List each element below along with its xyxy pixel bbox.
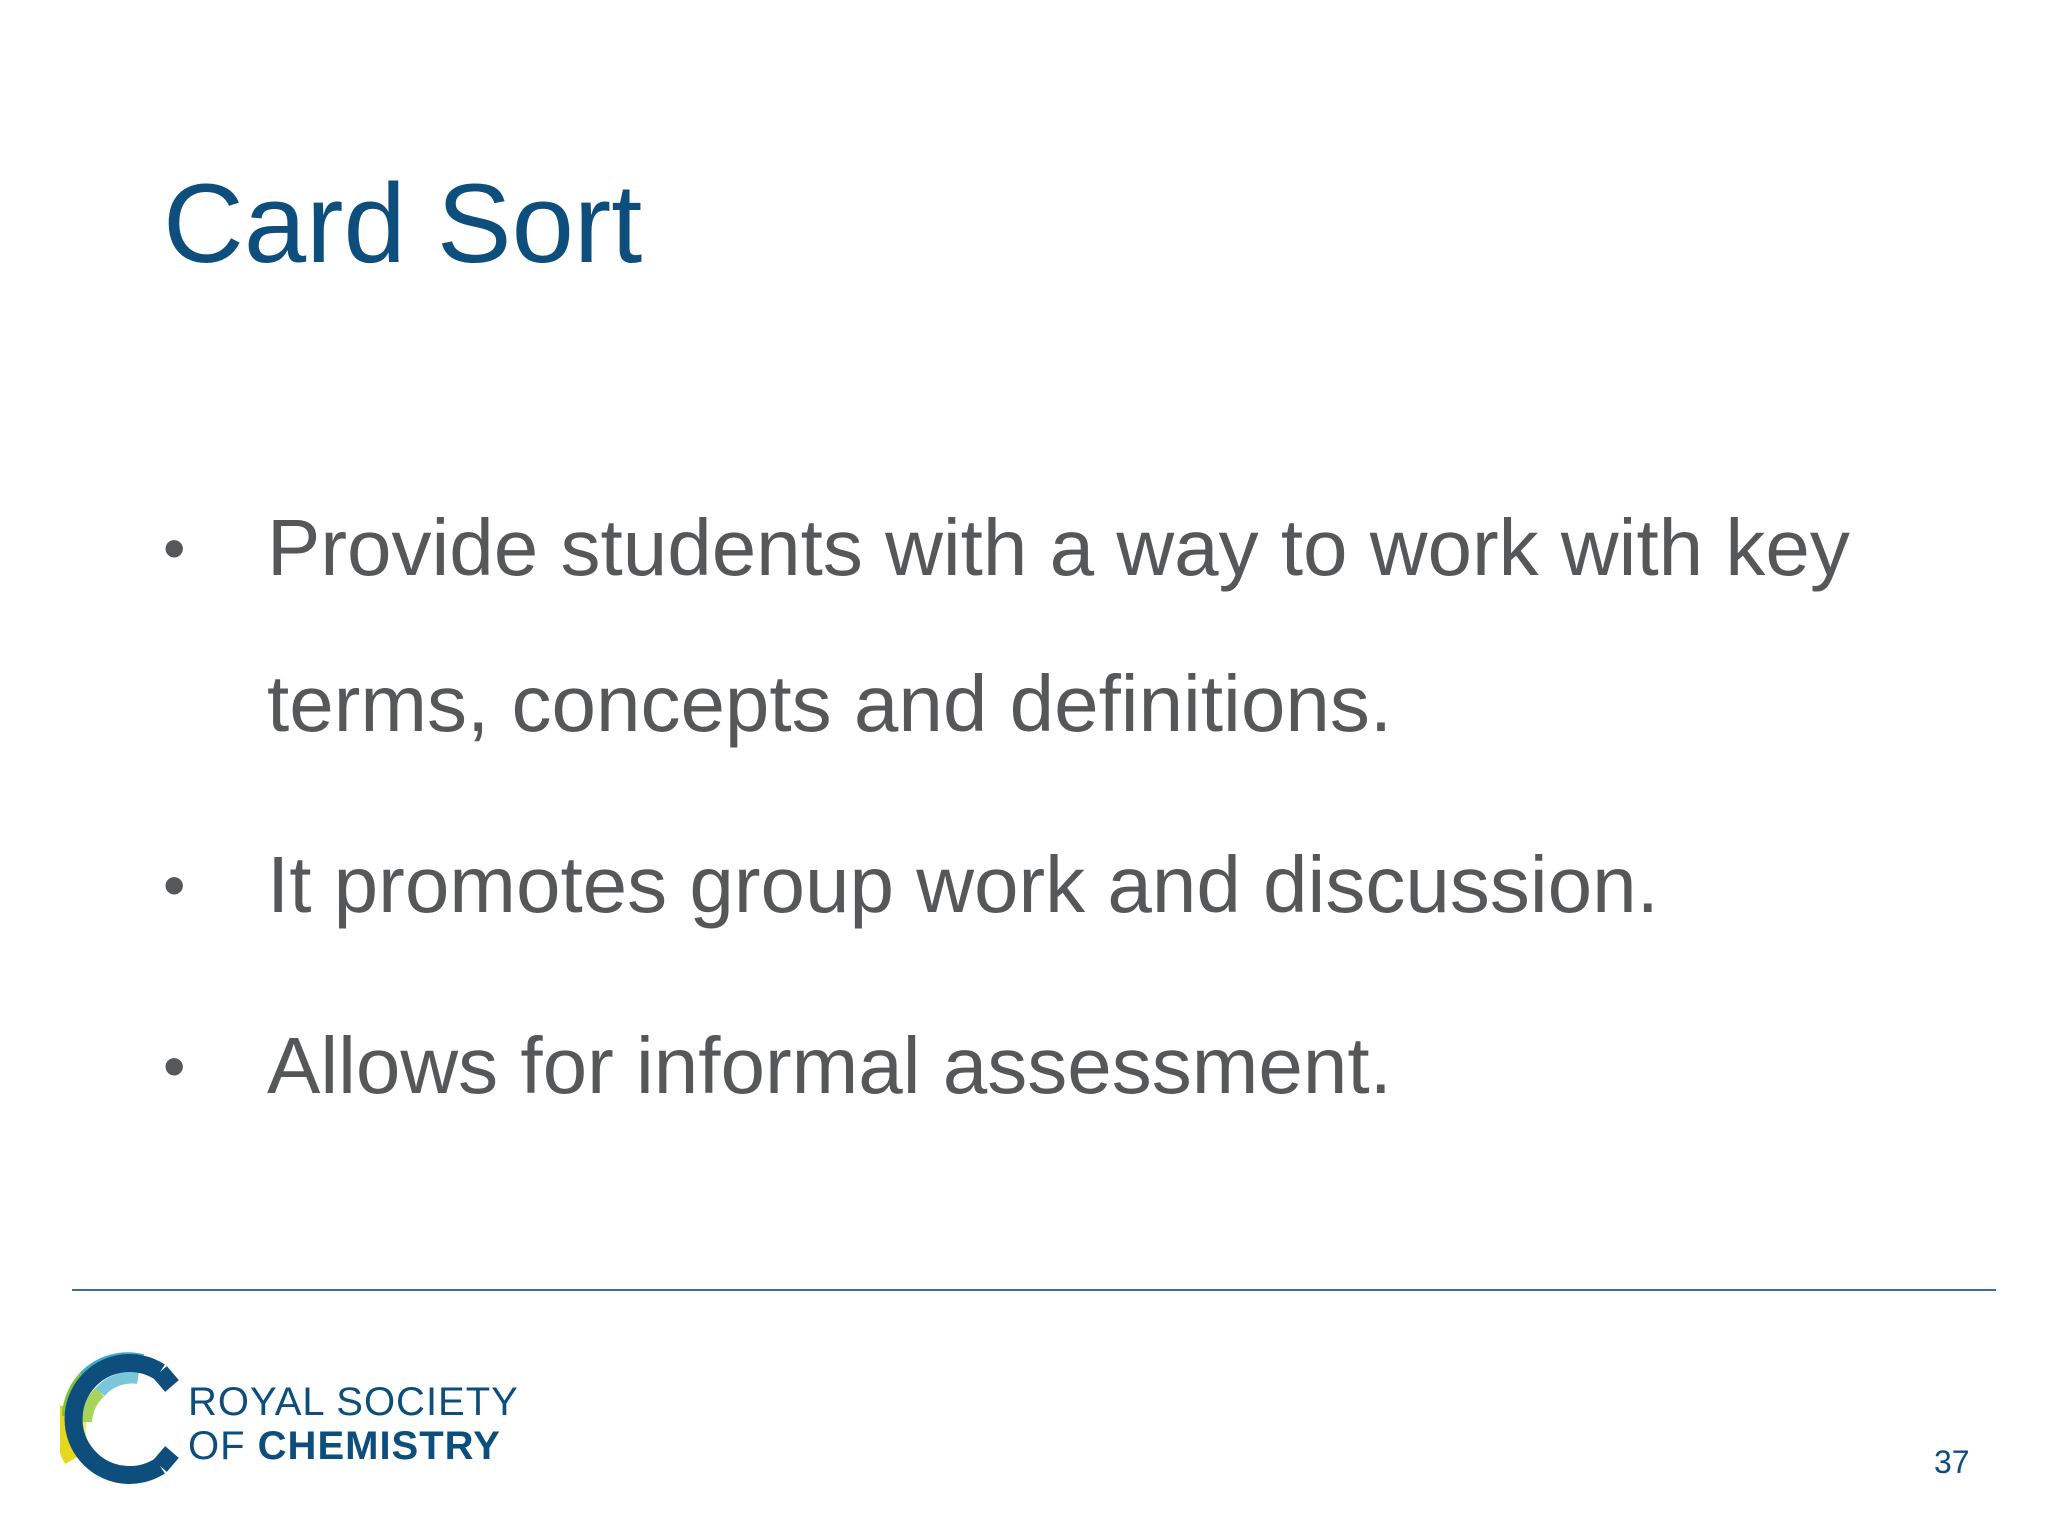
- page-number: 37: [1934, 1444, 1970, 1480]
- logo-line-2: [188, 1424, 519, 1468]
- bullet-glyph: •: [163, 849, 186, 921]
- rsc-logo: [60, 1352, 540, 1486]
- logo-line-2-prefix: OF: [188, 1424, 258, 1468]
- footer-divider: [72, 1289, 1996, 1291]
- bullet-text: Allows for informal assessment.: [267, 1021, 1392, 1110]
- rsc-c-logo-icon: [60, 1352, 194, 1486]
- bullet-list: [163, 470, 1923, 1169]
- bullet-text: Provide students with a way to work with key terms, concepts and definitions.: [267, 503, 1850, 748]
- bullet-item: [163, 988, 1923, 1144]
- logo-line-2-bold: CHEMISTRY: [257, 1424, 501, 1468]
- logo-line-1: ROYAL SOCIETY: [188, 1380, 519, 1424]
- bullet-item: [163, 470, 1923, 782]
- logo-wordmark: [188, 1380, 519, 1468]
- slide-title: Card Sort: [163, 161, 643, 286]
- bullet-text: It promotes group work and discussion.: [267, 840, 1659, 929]
- bullet-item: [163, 807, 1923, 963]
- bullet-glyph: •: [163, 1030, 186, 1102]
- bullet-glyph: •: [163, 512, 186, 584]
